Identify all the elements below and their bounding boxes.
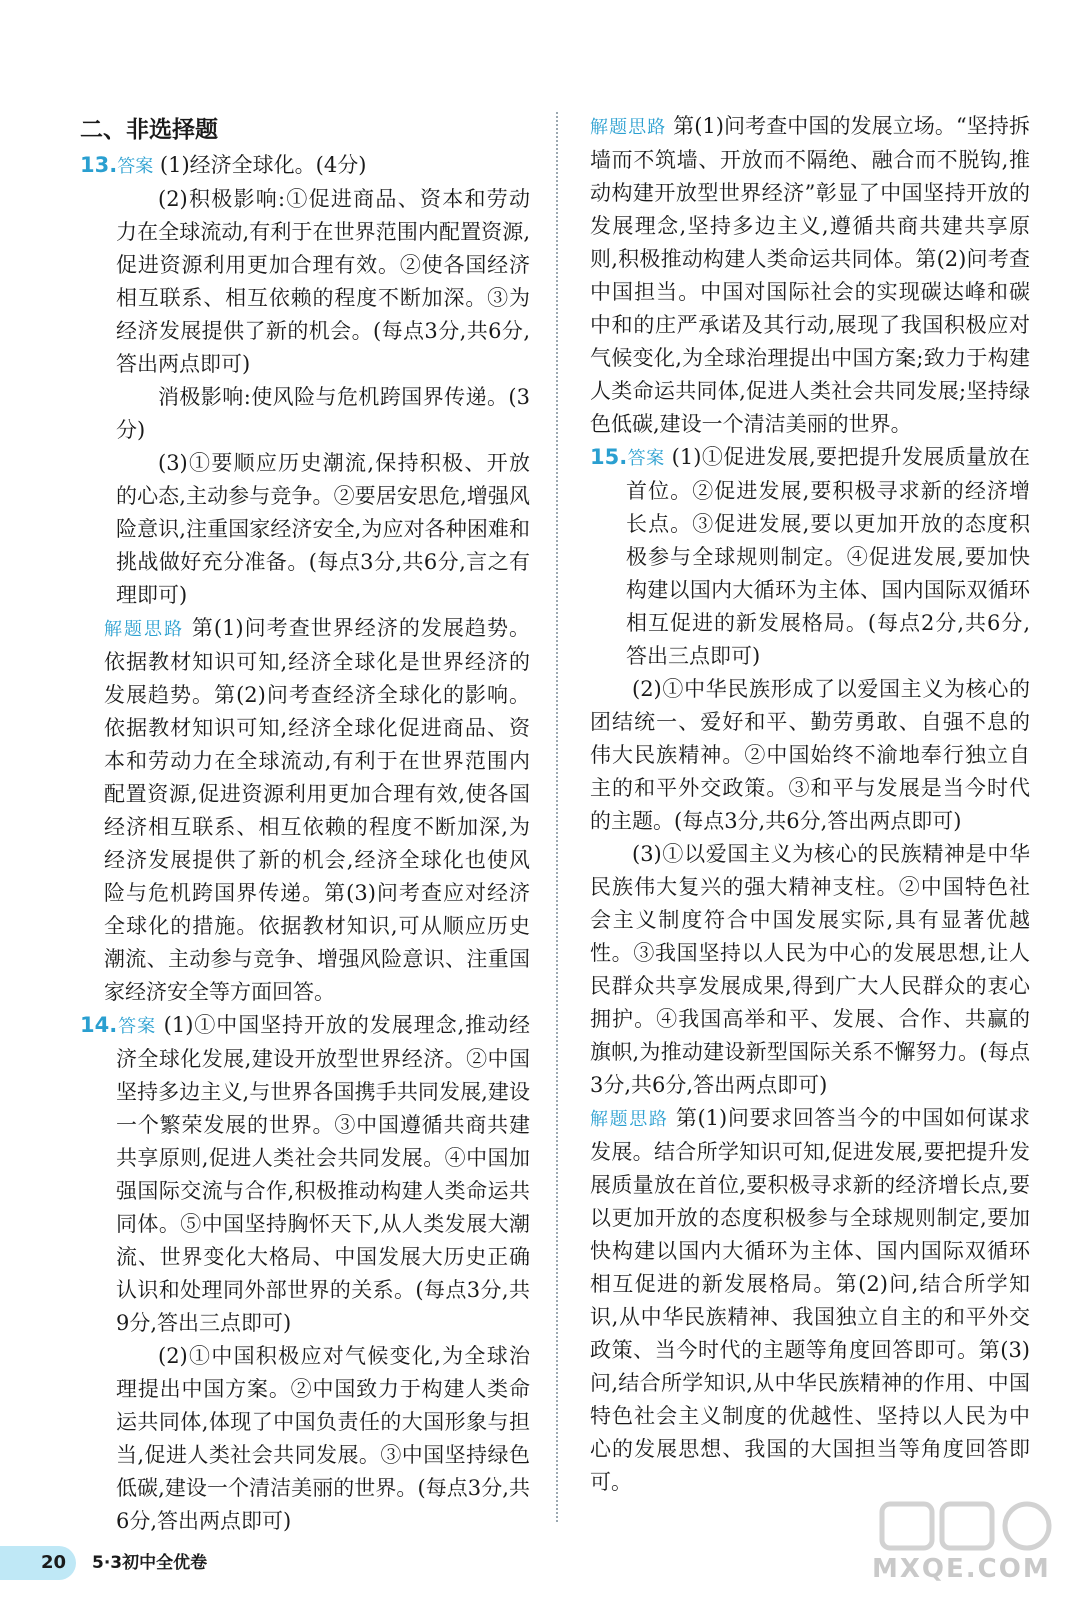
question-13	[80, 149, 530, 1009]
question-15	[590, 441, 1030, 1499]
q13-number: 13.	[80, 153, 118, 177]
q13-answer-part2: (2)积极影响:①促进商品、资本和劳动力在全球流动,有利于在世界范围内配置资源,促进资源利用更加合理有效。②使各国经济相互联系、相互依赖的程度不断加深。③为经济发展提供了新的机会。(每点3分,共6分,答出两点即可)	[116, 187, 530, 376]
right-column	[590, 108, 1030, 1499]
q14-answer-part2: (2)①中国积极应对气候变化,为全球治理提出中国方案。②中国致力于构建人类命运共同体,体现了中国负责任的大国形象与担当,促进人类社会共同发展。③中国坚持绿色低碳,建设一个清洁美丽的世界。(每点3分,共6分,答出两点即可)	[116, 1344, 530, 1533]
q14-number: 14.	[80, 1013, 118, 1037]
q13-answer-part1: (1)经济全球化。(4分)	[159, 153, 367, 177]
q14-analysis	[590, 110, 1030, 441]
q13-think-text: 第(1)问考查世界经济的发展趋势。依据教材知识可知,经济全球化是世界经济的发展趋势。第(2)问考查经济全球化的影响。依据教材知识可知,经济全球化促进商品、资本和劳动力在全球流动,有利于在世界范围内配置资源,促进资源利用更加合理有效,使各国经济相互联系、相互依赖的程度不断加深,为经济发展提供了新的机会,经济全球化也使风险与危机跨国界传递。第(3)问考查应对经济全球化的措施。依据教材知识,可从顺应历史潮流、主动参与竞争、增强风险意识、注重国家经济安全等方面回答。	[104, 616, 531, 1004]
q15-think-text: 第(1)问要求回答当今的中国如何谋求发展。结合所学知识可知,促进发展,要把提升发展质量放在首位,要积极寻求新的经济增长点,要以更加开放的态度积极参与全球规则制定,要加快构建以国内大循环为主体、国内国际双循环相互促进的新发展格局。第(2)问,结合所学知识,从中华民族精神、我国独立自主的和平外交政策、当今时代的主题等角度回答即可。第(3)问,结合所学知识,从中华民族精神的作用、中国特色社会主义制度的优越性、坚持以人民为中心的发展思想、我国的大国担当等角度回答即可。	[590, 1106, 1030, 1494]
book-title: 5·3初中全优卷	[92, 1553, 208, 1573]
q13-head	[80, 149, 530, 183]
q15-answer-part1: (1)①促进发展,要把提升发展质量放在首位。②促进发展,要积极寻求新的经济增长点。③促进发展,要以更加开放的态度积极参与全球规则制定。④促进发展,要加快构建以国内大循环为主体、国内国际双循环相互促进的新发展格局。(每点2分,共6分,答出三点即可)	[626, 445, 1031, 668]
question-14	[80, 1009, 530, 1538]
q15-analysis	[590, 1102, 1030, 1499]
q14-think-text: 第(1)问考查中国的发展立场。“坚持拆墙而不筑墙、开放而不隔绝、融合而不脱钩,推动构建开放型世界经济”彰显了中国坚持开放的发展理念,坚持多边主义,遵循共商共建共享原则,积极推动构建人类命运共同体。第(2)问考查中国担当。中国对国际社会的实现碳达峰和碳中和的庄严承诺及其行动,展现了我国积极应对气候变化,为全球治理提出中国方案;致力于构建人类命运共同体,促进人类社会共同发展;坚持绿色低碳,建设一个清洁美丽的世界。	[590, 114, 1030, 436]
q14-answer-tag: 答案	[117, 1016, 157, 1037]
watermark-logo	[862, 1496, 1067, 1594]
section-title: 二、非选择题	[80, 117, 218, 143]
page-number: 20	[0, 1546, 76, 1580]
watermark-icon	[862, 1496, 1067, 1556]
q15-answer-part2: (2)①中华民族形成了以爱国主义为核心的团结统一、爱好和平、勤劳勇敢、自强不息的伟大民族精神。②中国始终不渝地奉行独立自主的和平外交政策。③和平与发展是当今时代的主题。(每点3分,共6分,答出两点即可)	[590, 677, 1030, 833]
q15-number: 15.	[590, 445, 628, 469]
q14-answer-part1: (1)①中国坚持开放的发展理念,推动经济全球化发展,建设开放型世界经济。②中国坚持多边主义,与世界各国携手共同发展,建设一个繁荣发展的世界。③中国遵循共商共建共享原则,促进人类社会共同发展。④中国加强国际交流与合作,积极推动构建人类命运共同体。⑤中国坚持胸怀天下,从人类发展大潮流、世界变化大格局、中国发展大历史正确认识和处理同外部世界的关系。(每点3分,共9分,答出三点即可)	[116, 1013, 531, 1335]
q15-think-tag: 解题思路	[590, 1109, 669, 1130]
q15-answer-tag: 答案	[627, 448, 665, 469]
q14-think-tag: 解题思路	[590, 117, 667, 138]
left-column	[80, 108, 530, 1538]
q13-analysis	[80, 612, 530, 1009]
watermark-text: MXQE.COM	[872, 1554, 1051, 1584]
q13-think-tag: 解题思路	[104, 619, 185, 640]
q15-head	[590, 441, 1030, 673]
q13-answer-tag: 答案	[117, 156, 154, 177]
q15-answer-part3: (3)①以爱国主义为核心的民族精神是中华民族伟大复兴的强大精神支柱。②中国特色社会主义制度符合中国发展实际,具有显著优越性。③我国坚持以人民为中心的发展思想,让人民群众共享发展成果,得到广大人民群众的衷心拥护。④我国高举和平、发展、合作、共赢的旗帜,为推动建设新型国际关系不懈努力。(每点3分,共6分,答出两点即可)	[590, 842, 1030, 1097]
column-divider	[556, 112, 558, 1522]
q14-head	[80, 1009, 530, 1340]
q13-answer-part2-negative: 消极影响:使风险与危机跨国界传递。(3分)	[116, 385, 530, 442]
q13-answer-part3: (3)①要顺应历史潮流,保持积极、开放的心态,主动参与竞争。②要居安思危,增强风险意识,注重国家经济安全,为应对各种困难和挑战做好充分准备。(每点3分,共6分,言之有理即可)	[116, 451, 530, 607]
